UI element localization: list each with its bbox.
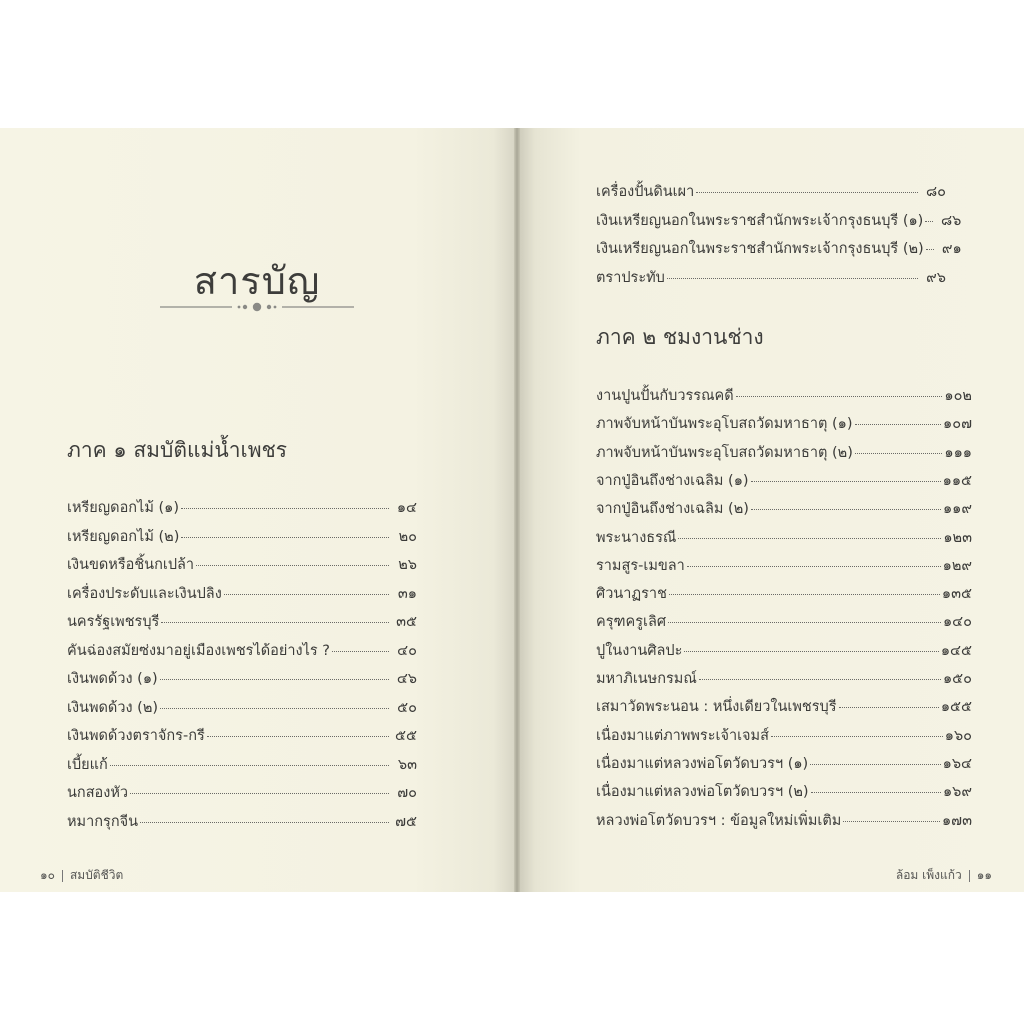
toc-entry-title: เงินพดด้วง (๒): [67, 699, 159, 716]
toc-entry-title: เบี้ยแก้: [67, 756, 108, 773]
toc-entry-title: หมากรุกจีน: [67, 813, 139, 830]
toc-entry-title: มหาภิเนษกรมณ์: [596, 671, 697, 687]
toc-entry-title: เนื่องมาแต่หลวงพ่อโตวัดบวรฯ (๒): [596, 784, 809, 801]
toc-entry: [67, 667, 417, 689]
dot-leader: [839, 707, 939, 708]
toc-entry-page-number: ๑๑๑: [944, 444, 972, 461]
toc-entry-page-number: ๗๐: [397, 785, 417, 801]
toc-entry-page-number: ๑๑๕: [942, 472, 972, 489]
toc-entry: [596, 237, 962, 259]
dot-leader: [771, 736, 943, 737]
dot-leader: [160, 708, 389, 709]
toc-entry-title: เสมาวัดพระนอน : หนึ่งเดียวในเพชรบุรี: [596, 699, 837, 716]
toc-entry-title: เนื่องมาแต่หลวงพ่อโตวัดบวรฯ (๑): [596, 755, 809, 772]
dot-leader: [668, 622, 941, 623]
toc-entry-title: เงินพดด้วงตราจักร-กรี: [67, 728, 205, 744]
toc-entry-title: หลวงพ่อโตวัดบวรฯ : ข้อมูลใหม่เพิ่มเติม: [596, 812, 842, 829]
left-page-number: ๑๐: [40, 868, 55, 882]
dot-leader: [207, 736, 389, 737]
toc-entry-page-number: ๓๑: [397, 585, 417, 602]
toc-entry: [67, 810, 417, 832]
toc-entry-page-number: ๑๑๙: [942, 501, 972, 518]
toc-entry: [596, 497, 972, 519]
toc-entry: [67, 610, 417, 632]
dot-leader: [855, 424, 942, 425]
toc-entry-title: เนื่องมาแต่ภาพพระเจ้าเจมส์: [596, 727, 769, 744]
toc-entry: [596, 384, 972, 406]
toc-entry: [596, 180, 946, 202]
dot-leader: [687, 566, 941, 567]
dot-leader: [925, 221, 933, 222]
toc-entry-title: เงินขดหรือชิ้นกเปล้า: [67, 557, 195, 573]
toc-entry: [596, 639, 972, 661]
toc-entry: [596, 752, 972, 774]
toc-entry-title: ครุฑครูเลิศ: [596, 614, 667, 631]
toc-entry-page-number: ๑๖๙: [942, 784, 972, 801]
toc-entry: [596, 441, 972, 463]
toc-entry: [596, 209, 962, 231]
toc-entry: [596, 809, 972, 831]
toc-entry: [596, 526, 972, 548]
toc-entry-title: จากปู่อินถึงช่างเฉลิม (๑): [596, 472, 749, 489]
dot-leader: [855, 453, 943, 454]
author-name: ล้อม เพ็งแก้ว: [895, 868, 962, 882]
toc-entry: [596, 412, 972, 434]
toc-entry-title: เครื่องประดับและเงินปลิง: [67, 585, 222, 602]
toc-entry-page-number: ๑๔๐: [942, 614, 972, 631]
toc-entry-title: พระนางธรณี: [596, 529, 677, 546]
toc-entry: [596, 266, 946, 288]
toc-entry-page-number: ๑๖๔: [942, 755, 972, 772]
toc-entry: [596, 695, 972, 717]
toc-entry: [596, 469, 972, 491]
dot-leader: [130, 793, 389, 794]
toc-entry: [67, 525, 417, 547]
toc-entry: [67, 496, 417, 518]
toc-entry-title: นกสองหัว: [67, 785, 129, 801]
dot-leader: [678, 538, 941, 539]
toc-entry: [596, 724, 972, 746]
dot-leader: [196, 565, 389, 566]
dot-leader: [332, 651, 389, 652]
toc-entry-page-number: ๑๕๕: [940, 699, 972, 716]
part-1-entry-list: [67, 496, 417, 836]
toc-entry-page-number: ๘๐: [925, 184, 946, 200]
toc-entry-page-number: ๑๓๕: [941, 586, 972, 603]
toc-entry-page-number: ๑๕๐: [942, 671, 972, 687]
toc-entry-page-number: ๒๐: [398, 528, 417, 545]
toc-entry: [596, 780, 972, 802]
toc-entry-title: เครื่องปั้นดินเผา: [596, 184, 695, 200]
toc-entry-page-number: ๑๗๓: [941, 812, 972, 829]
toc-entry-title: ปูในงานศิลปะ: [596, 642, 683, 659]
toc-entry-page-number: ๕๐: [397, 699, 417, 716]
toc-entry-page-number: ๒๖: [398, 557, 417, 573]
dot-leader: [810, 764, 940, 765]
dot-leader: [160, 679, 389, 680]
toc-entry-title: รามสูร-เมขลา: [596, 557, 685, 574]
part-2-entry-list: [596, 384, 972, 834]
dot-leader: [696, 192, 918, 193]
footer-separator: [969, 870, 970, 882]
toc-entry-title: นครรัฐเพชรบุรี: [67, 614, 160, 630]
left-page: [0, 128, 514, 892]
continued-entry-list: [596, 180, 962, 290]
right-footer: [896, 866, 992, 885]
toc-entry-title: เงินพดด้วง (๑): [67, 671, 158, 687]
toc-entry: [67, 639, 417, 661]
toc-entry: [67, 781, 417, 803]
dot-leader: [926, 249, 934, 250]
toc-entry: [596, 554, 972, 576]
toc-entry-page-number: ๗๕: [395, 813, 417, 830]
dot-leader: [181, 537, 389, 538]
dot-leader: [181, 508, 389, 509]
toc-entry: [67, 553, 417, 575]
dot-leader: [667, 278, 918, 279]
toc-entry-page-number: ๓๕: [396, 614, 417, 630]
toc-entry-page-number: ๙๑: [941, 241, 962, 257]
toc-entry-title: ศิวนาฏราช: [596, 586, 667, 603]
toc-entry: [596, 667, 972, 689]
left-footer: [40, 866, 123, 885]
book-spread: [0, 128, 1024, 892]
right-page-number: ๑๑: [976, 868, 992, 882]
toc-entry: [67, 696, 417, 718]
dot-leader: [736, 396, 943, 397]
toc-entry: [67, 724, 417, 746]
toc-entry-page-number: ๑๒๙: [942, 557, 972, 574]
part-2-heading: ภาค ๒ ชมงานช่าง: [596, 325, 764, 349]
toc-entry-page-number: ๑๔๕: [940, 642, 972, 659]
toc-entry-page-number: ๔๖: [396, 671, 417, 687]
dot-leader: [751, 481, 941, 482]
dot-leader: [669, 594, 940, 595]
toc-entry-title: เหรียญดอกไม้ (๑): [67, 500, 180, 516]
toc-entry-title: งานปูนปั้นกับวรรณคดี: [596, 388, 734, 404]
toc-entry-title: เงินเหรียญนอกในพระราชสำนักพระเจ้ากรุงธนบุรี (๒): [596, 241, 924, 257]
dot-leader: [811, 792, 941, 793]
toc-entry-page-number: ๑๖๐: [944, 727, 972, 744]
dot-leader: [224, 594, 389, 595]
toc-entry-page-number: ๑๐๗: [943, 416, 972, 433]
toc-entry-page-number: ๔๐: [397, 642, 417, 659]
toc-entry-page-number: ๑๔: [396, 500, 417, 516]
part-1-heading: ภาค ๑ สมบัติแม่น้ำเพชร: [67, 438, 288, 462]
toc-entry-title: ตราประทับ: [596, 269, 665, 286]
toc-entry-page-number: ๘๖: [940, 212, 962, 229]
footer-separator: [62, 870, 63, 882]
running-title: สมบัติชีวิต: [69, 868, 124, 882]
dot-leader: [843, 821, 940, 822]
toc-entry: [596, 582, 972, 604]
toc-entry-title: ภาพจับหน้าบันพระอุโบสถวัดมหาธาตุ (๒): [596, 444, 853, 461]
dot-leader: [684, 651, 938, 652]
right-page: [520, 128, 1024, 892]
toc-entry-page-number: ๙๖: [926, 269, 946, 286]
dot-leader: [140, 822, 389, 823]
toc-entry: [596, 610, 972, 632]
toc-title: สารบัญ: [193, 259, 321, 303]
title-ornament-icon: [160, 300, 354, 314]
toc-entry-title: เหรียญดอกไม้ (๒): [67, 528, 180, 545]
toc-entry-page-number: ๑๐๒: [944, 388, 972, 404]
toc-entry-title: คันฉ่องสมัยซ่งมาอยู่เมืองเพชรได้อย่างไร ?: [67, 642, 330, 659]
toc-entry: [67, 582, 417, 604]
dot-leader: [751, 509, 941, 510]
toc-entry-page-number: ๑๒๓: [943, 529, 972, 546]
toc-entry-page-number: ๕๕: [395, 728, 417, 744]
toc-entry-page-number: ๖๓: [397, 756, 417, 773]
dot-leader: [699, 679, 941, 680]
dot-leader: [161, 622, 389, 623]
toc-entry-title: ภาพจับหน้าบันพระอุโบสถวัดมหาธาตุ (๑): [596, 416, 853, 433]
dot-leader: [110, 765, 389, 766]
toc-entry-title: เงินเหรียญนอกในพระราชสำนักพระเจ้ากรุงธนบุรี (๑): [596, 212, 924, 229]
toc-entry: [67, 753, 417, 775]
toc-entry-title: จากปู่อินถึงช่างเฉลิม (๒): [596, 501, 749, 518]
